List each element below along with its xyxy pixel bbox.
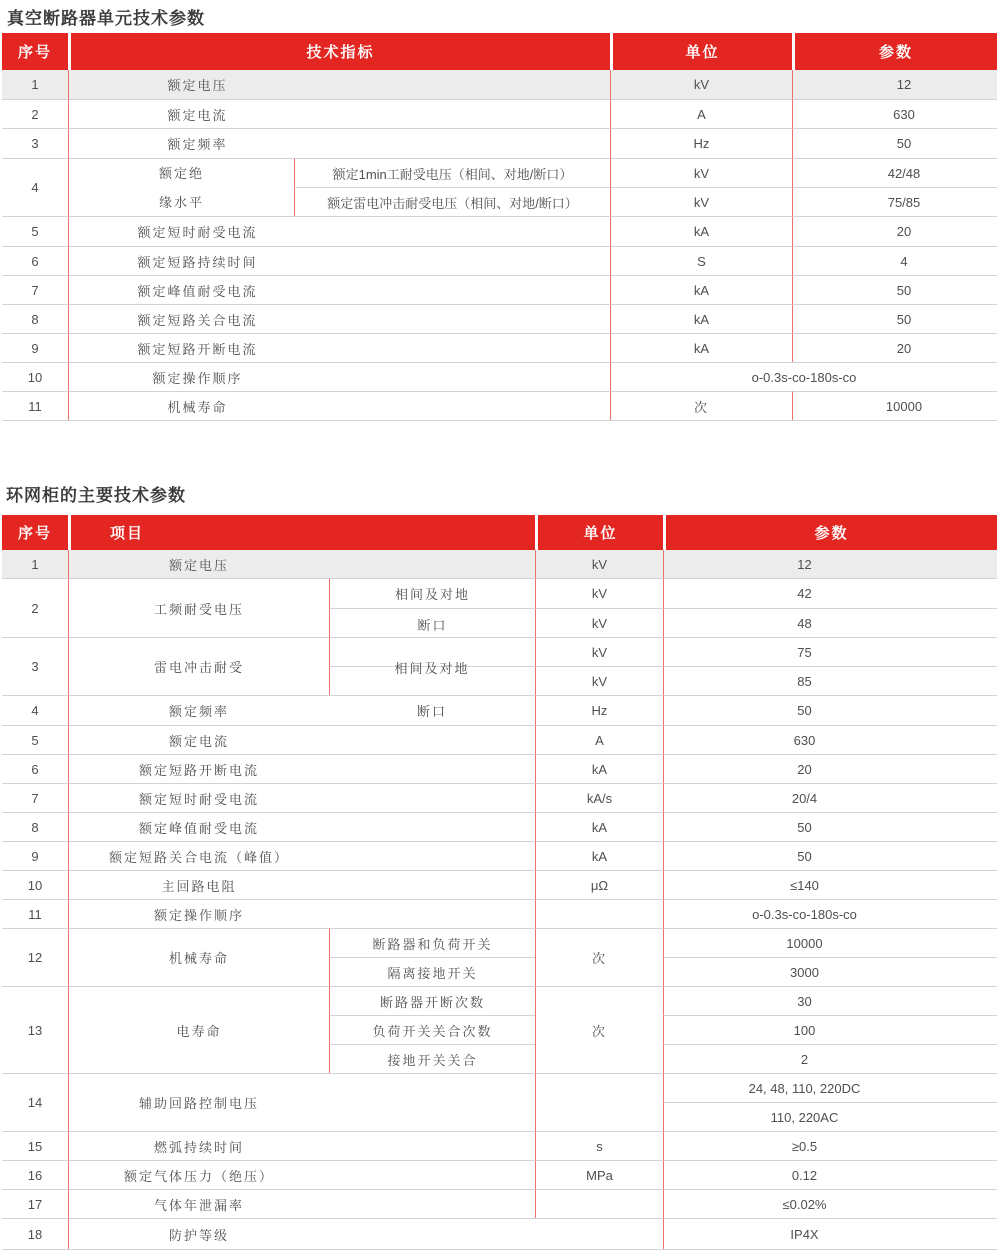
row-unit: kA bbox=[610, 216, 792, 246]
row-value: ≥0.5 bbox=[663, 1131, 997, 1160]
row-label: 防护等级 bbox=[68, 1218, 329, 1249]
row-label: 额定电流 bbox=[68, 99, 294, 128]
row-no: 11 bbox=[2, 391, 68, 420]
col-header-no: 序号 bbox=[2, 33, 68, 70]
row-sub-label: 断口 bbox=[329, 695, 535, 725]
row-no: 5 bbox=[2, 725, 68, 754]
row-no: 9 bbox=[2, 841, 68, 870]
row-value: 30 bbox=[663, 986, 997, 1015]
row-unit: S bbox=[610, 246, 792, 275]
row-no: 3 bbox=[2, 637, 68, 695]
row-label bbox=[68, 158, 294, 216]
col-header-no: 序号 bbox=[2, 515, 68, 550]
row-label: 额定短路持续时间 bbox=[68, 246, 294, 275]
row-value: o-0.3s-co-180s-co bbox=[663, 899, 997, 928]
row-sub-label: 相间及对地 bbox=[329, 578, 535, 608]
row-filler bbox=[329, 870, 535, 899]
row-filler bbox=[294, 246, 610, 275]
row-value: 20/4 bbox=[663, 783, 997, 812]
row-filler bbox=[329, 841, 535, 870]
row-filler bbox=[294, 391, 610, 420]
vcb-table-title: 真空断路器单元技术参数 bbox=[7, 9, 205, 28]
row-unit: MPa bbox=[535, 1160, 663, 1189]
row-no: 8 bbox=[2, 304, 68, 333]
row-filler bbox=[329, 1131, 535, 1160]
row-unit: 次 bbox=[610, 391, 792, 420]
row-no: 1 bbox=[2, 550, 68, 578]
row-value: 12 bbox=[792, 70, 997, 99]
row-no: 15 bbox=[2, 1131, 68, 1160]
row-unit: kV bbox=[610, 187, 792, 216]
row-no: 17 bbox=[2, 1189, 68, 1218]
row-filler bbox=[329, 550, 535, 578]
row-no: 6 bbox=[2, 754, 68, 783]
row-no: 10 bbox=[2, 870, 68, 899]
row-no: 12 bbox=[2, 928, 68, 986]
row-unit: kV bbox=[610, 70, 792, 99]
row-value: o-0.3s-co-180s-co bbox=[610, 362, 997, 391]
row-value: 50 bbox=[663, 812, 997, 841]
row-label: 额定短时耐受电流 bbox=[68, 216, 294, 246]
row-filler bbox=[294, 99, 610, 128]
row-sub-label: 额定雷电冲击耐受电压（相间、对地/断口） bbox=[294, 187, 610, 216]
row-filler bbox=[329, 725, 535, 754]
row-value: 50 bbox=[792, 275, 997, 304]
row-no: 5 bbox=[2, 216, 68, 246]
row-sub-label: 接地开关关合 bbox=[329, 1044, 535, 1073]
row-no: 10 bbox=[2, 362, 68, 391]
row-unit: kA bbox=[535, 841, 663, 870]
row-unit: kV bbox=[535, 666, 663, 695]
row-value: 50 bbox=[663, 695, 997, 725]
row-unit: kA bbox=[535, 754, 663, 783]
row-label: 额定峰值耐受电流 bbox=[68, 275, 294, 304]
vcb-params-table bbox=[2, 33, 997, 421]
row-label: 额定频率 bbox=[68, 695, 329, 725]
row-value: 12 bbox=[663, 550, 997, 578]
row-label: 额定电压 bbox=[68, 70, 294, 99]
row-unit: A bbox=[610, 99, 792, 128]
row-value: 20 bbox=[792, 216, 997, 246]
row-no: 3 bbox=[2, 128, 68, 158]
row-filler bbox=[294, 275, 610, 304]
row-unit: kA bbox=[610, 304, 792, 333]
row-no: 8 bbox=[2, 812, 68, 841]
row-unit bbox=[535, 899, 663, 928]
row-value: 2 bbox=[663, 1044, 997, 1073]
row-value: 0.12 bbox=[663, 1160, 997, 1189]
row-no: 7 bbox=[2, 275, 68, 304]
row-value: 50 bbox=[792, 304, 997, 333]
row-unit bbox=[535, 1218, 663, 1249]
row-no: 2 bbox=[2, 578, 68, 637]
rmu-params-table bbox=[2, 515, 997, 1250]
row-label: 辅助回路控制电压 bbox=[68, 1073, 329, 1131]
row-unit: kV bbox=[535, 578, 663, 608]
row-no: 1 bbox=[2, 70, 68, 99]
row-unit: kV bbox=[610, 158, 792, 187]
row-no: 16 bbox=[2, 1160, 68, 1189]
row-sub-label: 断口 bbox=[329, 608, 535, 637]
row-label: 额定气体压力（绝压） bbox=[68, 1160, 329, 1189]
row-unit: kV bbox=[535, 550, 663, 578]
row-no: 7 bbox=[2, 783, 68, 812]
row-label: 额定电压 bbox=[68, 550, 329, 578]
row-label: 额定操作顺序 bbox=[68, 362, 294, 391]
row-no: 18 bbox=[2, 1218, 68, 1249]
row-unit: kA bbox=[610, 333, 792, 362]
row-label: 机械寿命 bbox=[68, 391, 294, 420]
row-unit: 次 bbox=[535, 986, 663, 1073]
row-sub-label: 断路器和负荷开关 bbox=[329, 928, 535, 957]
row-unit: Hz bbox=[610, 128, 792, 158]
row-filler bbox=[294, 333, 610, 362]
row-filler bbox=[294, 70, 610, 99]
row-sub-label: 隔离接地开关 bbox=[329, 957, 535, 986]
row-label-line2: 缘水平 bbox=[158, 194, 204, 210]
row-label: 额定短路关合电流 bbox=[68, 304, 294, 333]
row-filler bbox=[294, 128, 610, 158]
row-value: ≤140 bbox=[663, 870, 997, 899]
row-value: 42 bbox=[663, 578, 997, 608]
row-label: 电寿命 bbox=[68, 986, 329, 1073]
row-value: 4 bbox=[792, 246, 997, 275]
row-label: 额定电流 bbox=[68, 725, 329, 754]
col-header-param: 参数 bbox=[792, 33, 997, 70]
row-filler bbox=[294, 304, 610, 333]
row-value: 10000 bbox=[792, 391, 997, 420]
row-label: 额定短路开断电流 bbox=[68, 754, 329, 783]
row-label: 额定短路关合电流（峰值） bbox=[68, 841, 329, 870]
row-label: 额定峰值耐受电流 bbox=[68, 812, 329, 841]
col-header-unit: 单位 bbox=[535, 515, 663, 550]
row-label: 雷电冲击耐受 bbox=[68, 637, 329, 695]
row-sub-label-straddling: 相间及对地 bbox=[394, 660, 470, 676]
row-filler bbox=[329, 783, 535, 812]
row-filler bbox=[294, 216, 610, 246]
row-no: 13 bbox=[2, 986, 68, 1073]
row-value: 20 bbox=[792, 333, 997, 362]
row-label: 机械寿命 bbox=[68, 928, 329, 986]
row-value: 20 bbox=[663, 754, 997, 783]
row-no: 11 bbox=[2, 899, 68, 928]
row-unit: kV bbox=[535, 637, 663, 666]
row-value: 75/85 bbox=[792, 187, 997, 216]
row-label: 额定短时耐受电流 bbox=[68, 783, 329, 812]
row-value: 630 bbox=[663, 725, 997, 754]
row-label: 工频耐受电压 bbox=[68, 578, 329, 637]
row-unit: Hz bbox=[535, 695, 663, 725]
row-label: 额定频率 bbox=[68, 128, 294, 158]
row-filler bbox=[329, 812, 535, 841]
row-unit: s bbox=[535, 1131, 663, 1160]
row-unit: μΩ bbox=[535, 870, 663, 899]
rmu-table-title: 环网柜的主要技术参数 bbox=[6, 486, 186, 505]
row-unit bbox=[535, 1189, 663, 1218]
row-value: 100 bbox=[663, 1015, 997, 1044]
row-unit: kV bbox=[535, 608, 663, 637]
row-value: 50 bbox=[792, 128, 997, 158]
row-filler bbox=[329, 1189, 535, 1218]
row-no: 6 bbox=[2, 246, 68, 275]
row-label-line1: 额定绝 bbox=[158, 165, 204, 181]
row-value: 75 bbox=[663, 637, 997, 666]
row-filler bbox=[294, 362, 610, 391]
row-no: 2 bbox=[2, 99, 68, 128]
row-value: IP4X bbox=[663, 1218, 997, 1249]
row-label: 额定短路开断电流 bbox=[68, 333, 294, 362]
row-filler bbox=[329, 1218, 535, 1249]
row-no: 4 bbox=[2, 158, 68, 216]
row-no: 14 bbox=[2, 1073, 68, 1131]
row-value: 50 bbox=[663, 841, 997, 870]
row-unit: A bbox=[535, 725, 663, 754]
row-value: ≤0.02% bbox=[663, 1189, 997, 1218]
row-filler bbox=[329, 1073, 535, 1131]
col-header-item: 技术指标 bbox=[68, 33, 610, 70]
row-unit bbox=[535, 1073, 663, 1131]
row-unit: kA bbox=[610, 275, 792, 304]
col-header-unit: 单位 bbox=[610, 33, 792, 70]
row-sub-label: 负荷开关关合次数 bbox=[329, 1015, 535, 1044]
row-label: 额定操作顺序 bbox=[68, 899, 329, 928]
row-filler bbox=[329, 754, 535, 783]
row-no: 4 bbox=[2, 695, 68, 725]
row-label: 气体年泄漏率 bbox=[68, 1189, 329, 1218]
row-value: 110, 220AC bbox=[663, 1102, 997, 1131]
row-unit: kA bbox=[535, 812, 663, 841]
row-value: 3000 bbox=[663, 957, 997, 986]
row-value: 630 bbox=[792, 99, 997, 128]
row-value: 24, 48, 110, 220DC bbox=[663, 1073, 997, 1102]
col-header-item: 项目 bbox=[68, 515, 535, 550]
row-sub-label: 断路器开断次数 bbox=[329, 986, 535, 1015]
row-filler bbox=[329, 899, 535, 928]
row-label: 主回路电阻 bbox=[68, 870, 329, 899]
row-filler bbox=[329, 1160, 535, 1189]
row-unit: 次 bbox=[535, 928, 663, 986]
row-label: 燃弧持续时间 bbox=[68, 1131, 329, 1160]
row-value: 85 bbox=[663, 666, 997, 695]
row-value: 42/48 bbox=[792, 158, 997, 187]
col-header-param: 参数 bbox=[663, 515, 997, 550]
row-no: 9 bbox=[2, 333, 68, 362]
row-unit: kA/s bbox=[535, 783, 663, 812]
row-value: 10000 bbox=[663, 928, 997, 957]
row-sub-label: 额定1min工耐受电压（相间、对地/断口） bbox=[294, 158, 610, 187]
row-value: 48 bbox=[663, 608, 997, 637]
